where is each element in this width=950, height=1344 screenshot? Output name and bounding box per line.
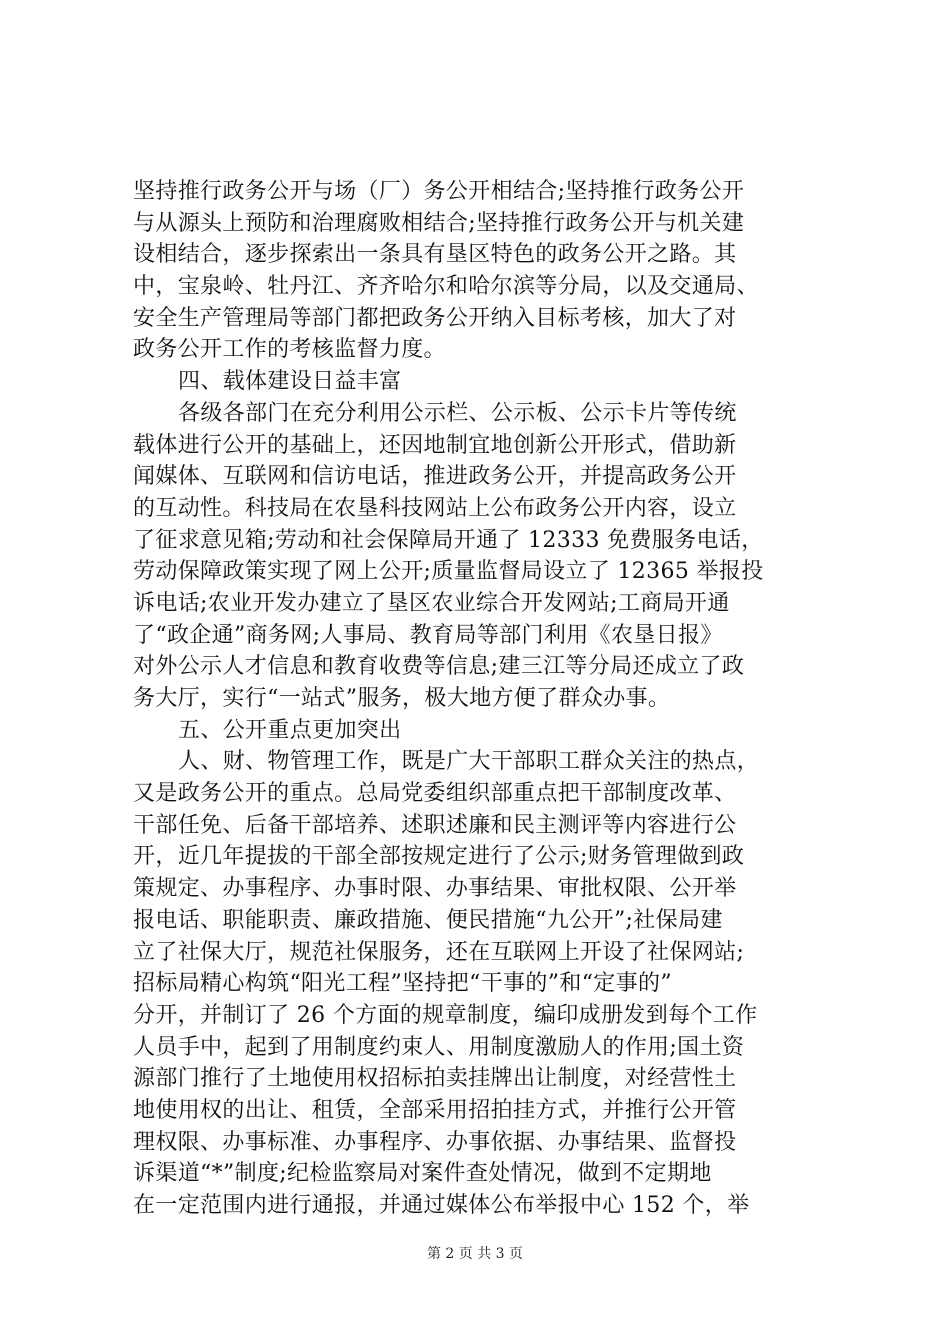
- text-line: 又是政务公开的重点。总局党委组织部重点把干部制度改革、: [133, 781, 737, 807]
- text-line: 载体进行公开的基础上，还因地制宜地创新公开形式，借助新: [133, 432, 737, 458]
- text-line: 立了社保大厅，规范社保服务，还在互联网上开设了社保网站;: [133, 939, 745, 965]
- text-line: 诉渠道“*”制度;纪检监察局对案件查处情况，做到不定期地: [133, 1161, 712, 1187]
- text-line: 与从源头上预防和治理腐败相结合;坚持推行政务公开与机关建: [133, 210, 745, 236]
- text-line: 干部任免、后备干部培养、述职述廉和民主测评等内容进行公: [133, 812, 737, 838]
- text-line: 理权限、办事标准、办事程序、办事依据、办事结果、监督投: [133, 1129, 737, 1155]
- paragraph-start-line: 人、财、物管理工作，既是广大干部职工群众关注的热点，: [178, 749, 760, 775]
- text-line: 中，宝泉岭、牡丹江、齐齐哈尔和哈尔滨等分局，以及交通局、: [133, 274, 759, 300]
- text-line: 劳动保障政策实现了网上公开;质量监督局设立了 12365 举报投: [133, 559, 764, 585]
- text-line: 坚持推行政务公开与场（厂）务公开相结合;坚持推行政务公开: [133, 179, 745, 204]
- paragraph-start-line: 四、载体建设日益丰富: [178, 369, 402, 395]
- text-line: 开，近几年提拔的干部全部按规定进行了公示;财务管理做到政: [133, 844, 745, 870]
- body-text: [133, 176, 833, 1222]
- text-line: 闻媒体、互联网和信访电话，推进政务公开，并提高政务公开: [133, 464, 737, 490]
- text-line: 源部门推行了土地使用权招标拍卖挂牌出让制度，对经营性土: [133, 1066, 737, 1092]
- paragraph-start-line: 五、公开重点更加突出: [178, 717, 402, 743]
- text-line: 分开，并制订了 26 个方面的规章制度，编印成册发到每个工作: [133, 1002, 758, 1028]
- text-line: 政务公开工作的考核监督力度。: [133, 337, 446, 363]
- text-line: 诉电话;农业开发办建立了垦区农业综合开发网站;工商局开通: [133, 590, 730, 616]
- text-line: 招标局精心构筑“阳光工程”坚持把“干事的”和“定事的”: [133, 971, 672, 997]
- text-line: 对外公示人才信息和教育收费等信息;建三江等分局还成立了政: [133, 654, 745, 680]
- text-line: 在一定范围内进行通报，并通过媒体公布举报中心 152 个，举: [133, 1193, 750, 1218]
- text-line: 安全生产管理局等部门都把政务公开纳入目标考核，加大了对: [133, 305, 737, 331]
- text-line: 的互动性。科技局在农垦科技网站上公布政务公开内容，设立: [133, 495, 737, 521]
- text-line: 策规定、办事程序、办事时限、办事结果、审批权限、公开举: [133, 876, 737, 902]
- paragraph-start-line: 各级各部门在充分利用公示栏、公示板、公示卡片等传统: [178, 400, 737, 426]
- text-line: 报电话、职能职责、廉政措施、便民措施“九公开”;社保局建: [133, 907, 723, 933]
- page-footer: 第 2 页 共 3 页: [426, 1246, 524, 1262]
- text-line: 设相结合，逐步探索出一条具有垦区特色的政务公开之路。其: [133, 242, 737, 268]
- text-line: 了征求意见箱;劳动和社会保障局开通了 12333 免费服务电话，: [133, 527, 764, 553]
- text-line: 人员手中，起到了用制度约束人、用制度激励人的作用;国土资: [133, 1034, 745, 1060]
- text-line: 务大厅，实行“一站式”服务，极大地方便了群众办事。: [133, 686, 671, 711]
- text-line: 地使用权的出让、租赁，全部采用招拍挂方式，并推行公开管: [133, 1097, 737, 1123]
- text-line: 了“政企通”商务网;人事局、教育局等部门利用《农垦日报》: [133, 622, 723, 648]
